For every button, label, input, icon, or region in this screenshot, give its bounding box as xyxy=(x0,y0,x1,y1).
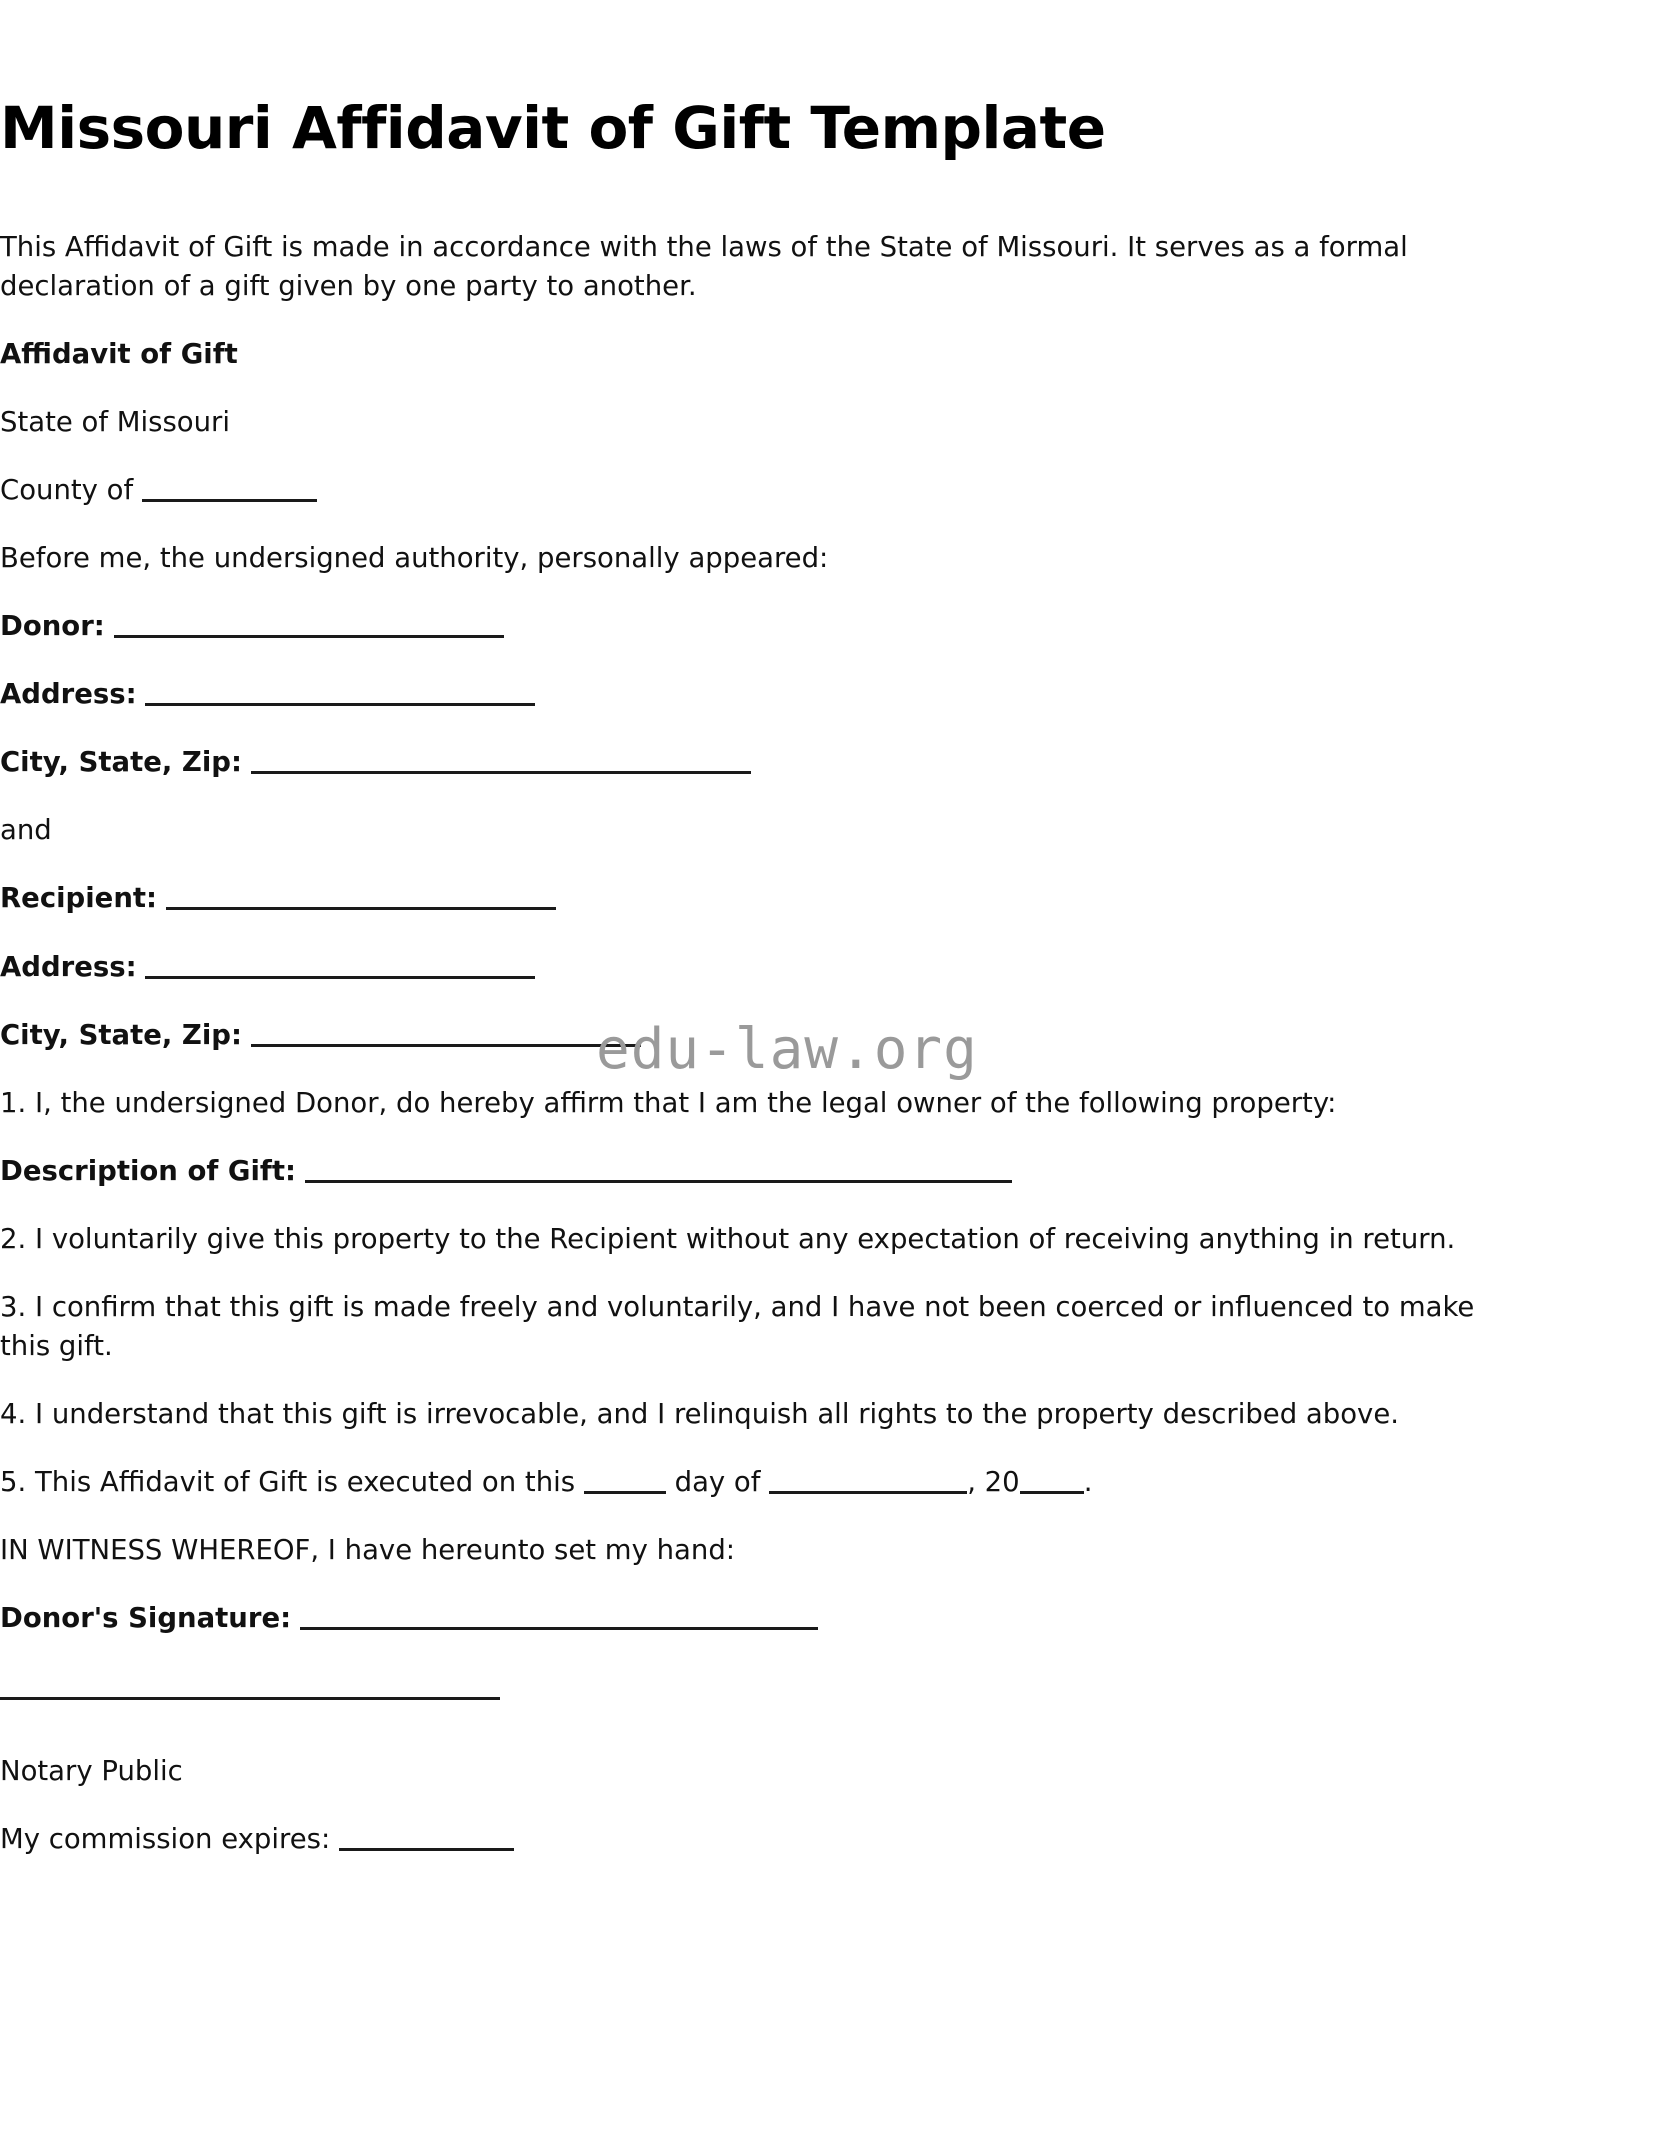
document-body xyxy=(0,228,1478,1888)
section-heading-affidavit-of-gift: Affidavit of Gift xyxy=(0,338,238,371)
description-of-gift-label: Description of Gift: xyxy=(0,1154,296,1187)
execution-day-blank[interactable] xyxy=(584,1491,666,1494)
county-line xyxy=(0,471,1478,510)
conjunction-and: and xyxy=(0,814,52,847)
donor-address-line xyxy=(0,675,1478,714)
intro-paragraph: This Affidavit of Gift is made in accordance with the laws of the State of Missouri. It serves as a formal declaration of a gift given by one party to another. xyxy=(0,231,1408,303)
affirmation-item-4: 4. I understand that this gift is irrevocable, and I relinquish all rights to the property described above. xyxy=(0,1397,1399,1430)
page-title: Missouri Affidavit of Gift Template xyxy=(0,94,1106,162)
notary-signature-blank[interactable] xyxy=(0,1697,500,1700)
affirmation-item-5 xyxy=(0,1463,1478,1502)
execution-year-blank[interactable] xyxy=(1020,1491,1084,1494)
donor-address-blank[interactable] xyxy=(145,703,535,706)
county-label: County of xyxy=(0,474,134,507)
recipient-city-blank[interactable] xyxy=(251,1044,641,1047)
witness-line: IN WITNESS WHEREOF, I have hereunto set my hand: xyxy=(0,1533,736,1566)
signature-spacer xyxy=(0,1667,1478,1697)
donor-address-label: Address: xyxy=(0,678,137,711)
donor-blank[interactable] xyxy=(114,635,504,638)
item-5-text-day-of: day of xyxy=(674,1465,761,1498)
commission-expires-label: My commission expires: xyxy=(0,1823,331,1856)
execution-month-blank[interactable] xyxy=(769,1491,967,1494)
description-of-gift-blank[interactable] xyxy=(305,1180,1012,1183)
description-of-gift-line xyxy=(0,1152,1478,1191)
county-blank[interactable] xyxy=(142,499,317,502)
notary-public-label: Notary Public xyxy=(0,1755,183,1788)
recipient-address-blank[interactable] xyxy=(145,976,535,979)
state-line: State of Missouri xyxy=(0,406,231,439)
donor-signature-label: Donor's Signature: xyxy=(0,1601,292,1634)
donor-city-blank[interactable] xyxy=(251,771,751,774)
item-5-text-year-prefix: , 20 xyxy=(967,1465,1020,1498)
recipient-address-label: Address: xyxy=(0,950,137,983)
donor-signature-blank[interactable] xyxy=(300,1627,818,1630)
item-5-text-period: . xyxy=(1083,1465,1093,1498)
commission-expires-line xyxy=(0,1820,1478,1859)
commission-expires-blank[interactable] xyxy=(339,1848,514,1851)
recipient-city-label: City, State, Zip: xyxy=(0,1018,242,1051)
recipient-line xyxy=(0,879,1478,918)
item-5-text-before-day: 5. This Affidavit of Gift is executed on this xyxy=(0,1465,576,1498)
recipient-blank[interactable] xyxy=(166,907,556,910)
recipient-city-line xyxy=(0,1016,1478,1055)
donor-city-label: City, State, Zip: xyxy=(0,746,242,779)
donor-label: Donor: xyxy=(0,610,105,643)
affirmation-item-1: 1. I, the undersigned Donor, do hereby affirm that I am the legal owner of the following property: xyxy=(0,1086,1337,1119)
recipient-address-line xyxy=(0,948,1478,987)
affirmation-item-3: 3. I confirm that this gift is made freely and voluntarily, and I have not been coerced or influenced to make this gift. xyxy=(0,1290,1475,1362)
donor-line xyxy=(0,607,1478,646)
affirmation-item-2: 2. I voluntarily give this property to the Recipient without any expectation of receiving anything in return. xyxy=(0,1222,1456,1255)
appearance-line: Before me, the undersigned authority, personally appeared: xyxy=(0,542,829,575)
site-watermark: edu-law.org xyxy=(596,1017,978,1082)
recipient-label: Recipient: xyxy=(0,882,158,915)
donor-city-line xyxy=(0,743,1478,782)
donor-signature-line xyxy=(0,1599,1478,1638)
